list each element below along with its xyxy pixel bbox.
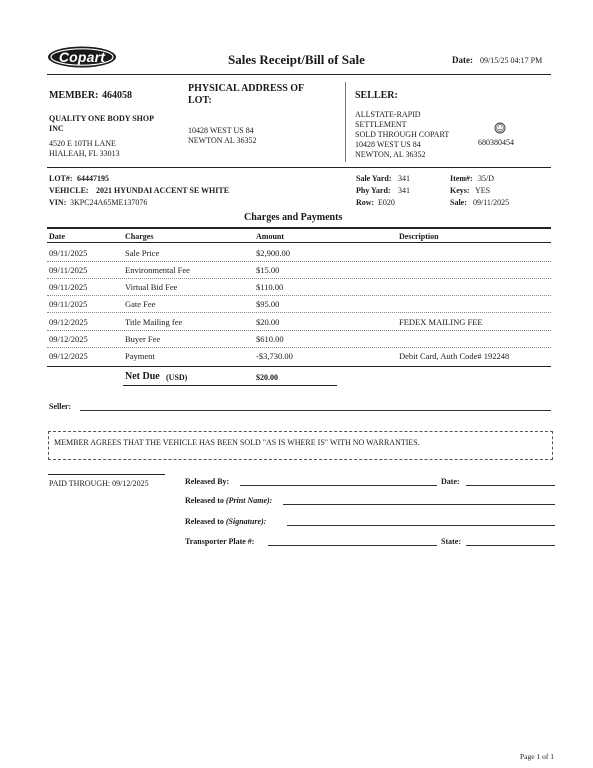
seller-signature-label: Seller: <box>49 402 72 411</box>
row-date: 09/12/2025 <box>49 351 88 361</box>
released-by-line[interactable] <box>240 485 437 486</box>
row-description: FEDEX MAILING FEE <box>399 317 483 327</box>
paid-through-rule <box>48 474 165 475</box>
member-name-line1: QUALITY ONE BODY SHOP <box>49 114 154 123</box>
row-date: 09/12/2025 <box>49 334 88 344</box>
header-date-value: 09/15/25 04:17 PM <box>480 56 543 65</box>
sale-yard-value: 341 <box>398 174 410 183</box>
row-charge: Virtual Bid Fee <box>125 282 178 292</box>
row-amount: $2,900.00 <box>256 248 290 258</box>
member-address1: 4520 E 10TH LANE <box>49 139 116 148</box>
member-number: 464058 <box>102 90 132 101</box>
item-label: Item#: <box>450 174 473 183</box>
transporter-plate-line[interactable] <box>268 545 437 546</box>
disclaimer-text: MEMBER AGREES THAT THE VEHICLE HAS BEEN SOLD "AS IS WHERE IS" WITH NO WARRANTIES. <box>54 438 420 447</box>
logo-text: Copart <box>58 49 106 65</box>
row-charge: Payment <box>125 351 155 361</box>
row-amount: $610.00 <box>256 334 284 344</box>
header-date-label: Date: <box>452 55 473 65</box>
released-to-signature-line[interactable] <box>287 525 555 526</box>
seller-line5: NEWTON, AL 36352 <box>355 150 426 159</box>
row-divider <box>47 312 551 313</box>
physical-address-heading-line1: PHYSICAL ADDRESS OF <box>188 83 305 94</box>
item-value: 35/D <box>478 174 494 183</box>
seller-id: 680380454 <box>478 138 514 147</box>
row-date: 09/12/2025 <box>49 317 88 327</box>
lot-number: 64447195 <box>77 174 109 183</box>
released-to-print-line[interactable] <box>283 504 555 505</box>
released-to-signature-label <box>185 517 266 526</box>
net-due-label: Net Due <box>125 371 160 382</box>
member-label: MEMBER: <box>49 90 99 101</box>
released-by-label: Released By: <box>185 477 230 486</box>
row-date: 09/11/2025 <box>49 282 88 292</box>
row-amount: -$3,730.00 <box>256 351 293 361</box>
member-address2: HIALEAH, FL 33013 <box>49 149 120 158</box>
release-date-label: Date: <box>441 477 460 486</box>
physical-address1: 10428 WEST US 84 <box>188 126 254 135</box>
row-divider <box>47 330 551 331</box>
seller-line2: SETTLEMENT <box>355 120 407 129</box>
table-header-rule <box>47 242 551 243</box>
col-header-date: Date <box>49 232 65 241</box>
row-charge: Environmental Fee <box>125 265 190 275</box>
row-divider <box>47 261 551 262</box>
released-to-signature-prefix: Released to <box>185 517 224 526</box>
row-charge: Buyer Fee <box>125 334 161 344</box>
seller-divider <box>345 82 346 162</box>
row-charge: Title Mailing fee <box>125 317 183 327</box>
row-amount: $110.00 <box>256 282 284 292</box>
state-label: State: <box>441 537 461 546</box>
row-date: 09/11/2025 <box>49 248 88 258</box>
table-bottom-rule <box>47 366 551 367</box>
released-to-print-label <box>185 496 272 505</box>
vin-value: 3KPC24A65ME137076 <box>70 198 148 207</box>
physical-address2: NEWTON AL 36352 <box>188 136 257 145</box>
lot-label: LOT#: <box>49 174 73 183</box>
row-date: 09/11/2025 <box>49 265 88 275</box>
vehicle-label: VEHICLE: <box>49 186 89 195</box>
phy-yard-label: Phy Yard: <box>356 186 391 195</box>
charges-heading: Charges and Payments <box>244 212 343 223</box>
seller-line4: 10428 WEST US 84 <box>355 140 421 149</box>
row-label: Row: <box>356 198 375 207</box>
keys-label: Keys: <box>450 186 470 195</box>
physical-address-heading-line2: LOT: <box>188 95 212 106</box>
member-name-line2: INC <box>49 124 64 133</box>
col-header-charges: Charges <box>125 232 154 241</box>
sale-date-label: Sale: <box>450 198 467 207</box>
vin-label: VIN: <box>49 198 67 207</box>
state-line[interactable] <box>466 545 555 546</box>
seller-line3: SOLD THROUGH COPART <box>355 130 450 139</box>
header-divider <box>47 74 551 75</box>
page-title: Sales Receipt/Bill of Sale <box>228 52 365 67</box>
release-date-line[interactable] <box>466 485 555 486</box>
row-amount: $15.00 <box>256 265 280 275</box>
net-due-value: $20.00 <box>256 373 278 382</box>
col-header-description: Description <box>399 232 439 241</box>
phy-yard-value: 341 <box>398 186 410 195</box>
sale-yard-label: Sale Yard: <box>356 174 392 183</box>
row-charge: Gate Fee <box>125 299 156 309</box>
released-to-signature-suffix: (Signature): <box>225 517 267 526</box>
seller-label: SELLER: <box>355 90 398 101</box>
address-divider <box>47 167 551 168</box>
page-number: Page 1 of 1 <box>520 752 554 761</box>
seller-line1: ALLSTATE-RAPID <box>355 110 421 119</box>
row-amount: $95.00 <box>256 299 280 309</box>
copart-logo <box>47 46 117 68</box>
table-top-rule <box>47 227 551 229</box>
keys-value: YES <box>475 186 491 195</box>
row-divider <box>47 347 551 348</box>
col-header-amount: Amount <box>256 232 285 241</box>
seller-signature-line[interactable] <box>80 410 551 411</box>
vehicle-value: 2021 HYUNDAI ACCENT SE WHITE <box>96 186 230 195</box>
smiley-icon <box>494 121 506 133</box>
released-to-print-suffix: (Print Name): <box>225 496 273 505</box>
paid-through: PAID THROUGH: 09/12/2025 <box>49 479 149 488</box>
row-description: Debit Card, Auth Code# 192248 <box>399 351 510 361</box>
sale-date-value: 09/11/2025 <box>473 198 510 207</box>
net-due-currency: (USD) <box>166 373 188 382</box>
released-to-print-prefix: Released to <box>185 496 224 505</box>
row-date: 09/11/2025 <box>49 299 88 309</box>
row-value: E020 <box>378 198 395 207</box>
transporter-plate-label: Transporter Plate #: <box>185 537 255 546</box>
row-divider <box>47 278 551 279</box>
net-due-rule <box>123 385 337 386</box>
row-charge: Sale Price <box>125 248 160 258</box>
row-divider <box>47 295 551 296</box>
row-amount: $20.00 <box>256 317 280 327</box>
